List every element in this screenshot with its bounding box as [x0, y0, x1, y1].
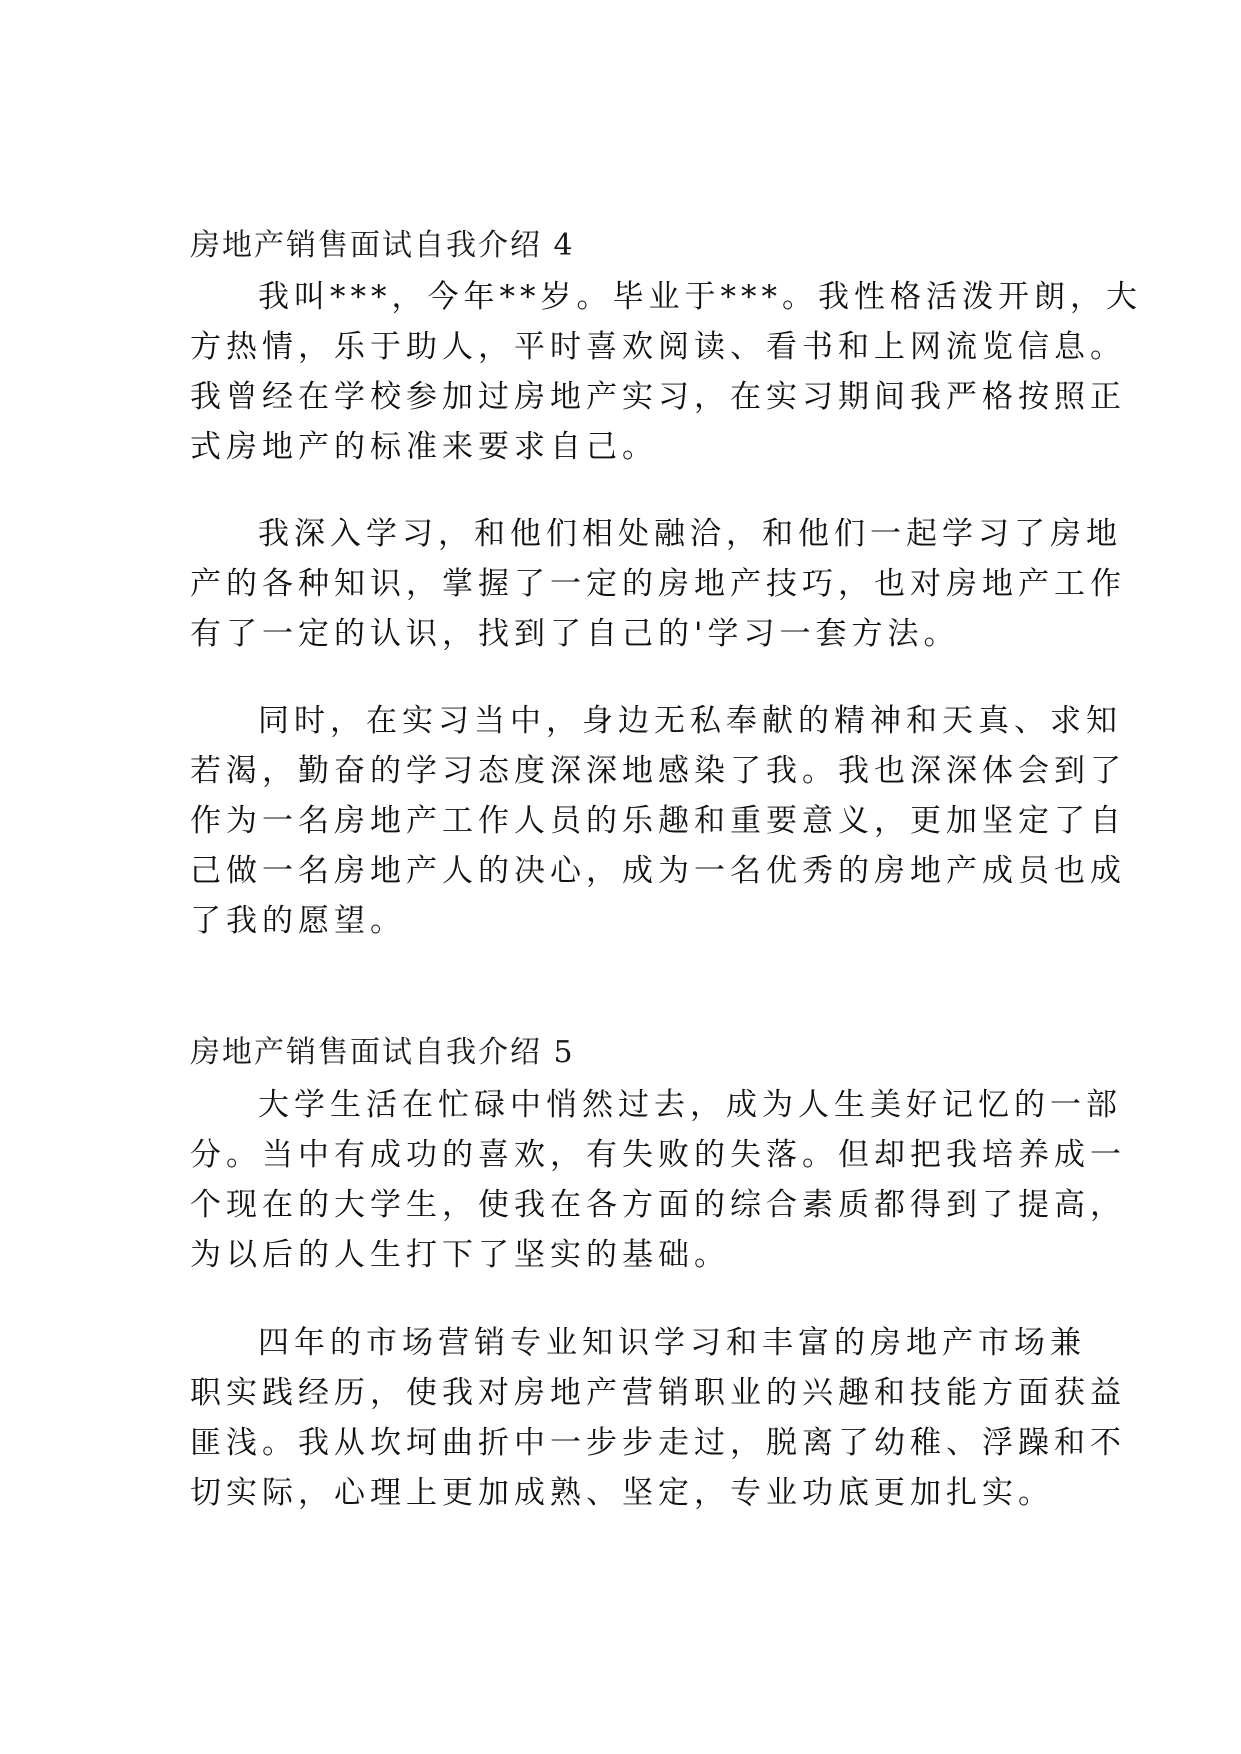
paragraph-line: 若渴，勤奋的学习态度深深地感染了我。我也深深体会到了: [190, 753, 1126, 789]
paragraph-line: 大学生活在忙碌中悄然过去，成为人生美好记忆的一部: [258, 1087, 1122, 1123]
paragraph-line: 作为一名房地产工作人员的乐趣和重要意义，更加坚定了自: [190, 803, 1126, 839]
paragraph-line: 切实际，心理上更加成熟、坚定，专业功底更加扎实。: [190, 1475, 1054, 1511]
paragraph-line: 产的各种知识，掌握了一定的房地产技巧，也对房地产工作: [190, 566, 1126, 602]
paragraph-line: 四年的市场营销专业知识学习和丰富的房地产市场兼: [258, 1325, 1086, 1361]
section-heading-5: 房地产销售面试自我介绍 5: [190, 1035, 575, 1070]
paragraph-line: 职实践经历，使我对房地产营销职业的兴趣和技能方面获益: [190, 1375, 1126, 1411]
section-heading-4: 房地产销售面试自我介绍 4: [190, 228, 575, 263]
paragraph-line: 分。当中有成功的喜欢，有失败的失落。但却把我培养成一: [190, 1137, 1126, 1173]
paragraph-line: 方热情，乐于助人，平时喜欢阅读、看书和上网流览信息。: [190, 329, 1126, 365]
paragraph-line: 个现在的大学生，使我在各方面的综合素质都得到了提高，: [190, 1187, 1126, 1223]
paragraph-line: 我叫***，今年**岁。毕业于***。我性格活泼开朗，大: [258, 279, 1142, 315]
paragraph-line: 有了一定的认识，找到了自己的'学习一套方法。: [190, 616, 960, 652]
paragraph-line: 我深入学习，和他们相处融洽，和他们一起学习了房地: [258, 516, 1122, 552]
paragraph-line: 同时，在实习当中，身边无私奉献的精神和天真、求知: [258, 703, 1122, 739]
paragraph-line: 为以后的人生打下了坚实的基础。: [190, 1237, 730, 1273]
paragraph-line: 式房地产的标准来要求自己。: [190, 429, 658, 465]
paragraph-line: 了我的愿望。: [190, 903, 406, 939]
paragraph-line: 匪浅。我从坎坷曲折中一步步走过，脱离了幼稚、浮躁和不: [190, 1425, 1126, 1461]
paragraph-line: 己做一名房地产人的决心，成为一名优秀的房地产成员也成: [190, 853, 1126, 889]
paragraph-line: 我曾经在学校参加过房地产实习，在实习期间我严格按照正: [190, 379, 1126, 415]
